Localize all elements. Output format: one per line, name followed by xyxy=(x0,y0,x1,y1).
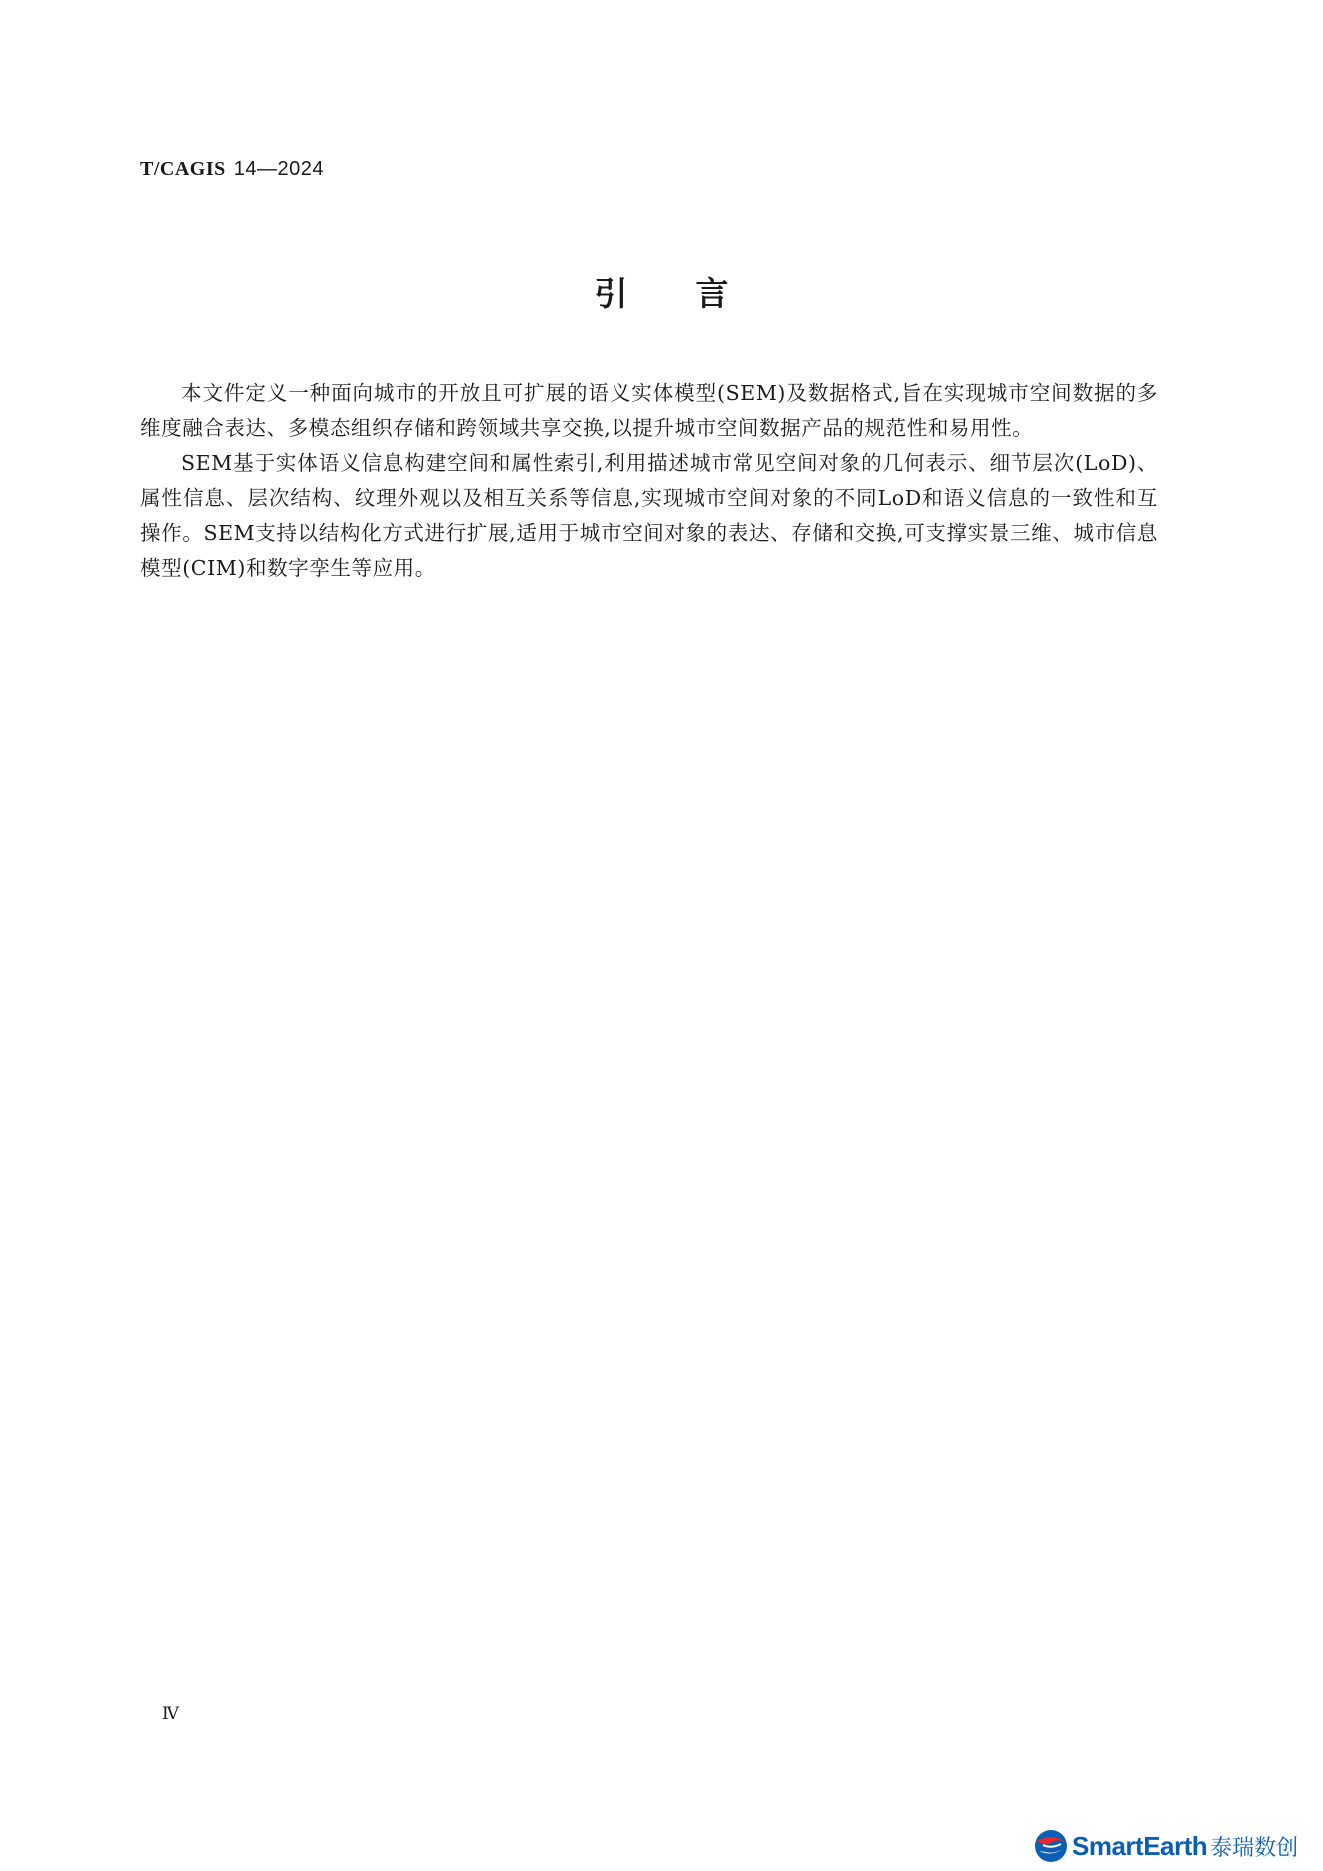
smartearth-logo xyxy=(1032,1825,1317,1867)
logo-chinese-name: 泰瑞数创 xyxy=(1210,1835,1299,1861)
document-code-prefix: T/CAGIS xyxy=(140,158,226,180)
globe-logo-icon xyxy=(1032,1827,1070,1865)
body-text xyxy=(140,376,1158,586)
section-title: 引言 xyxy=(594,274,797,313)
document-code-number: 14—2024 xyxy=(233,158,324,180)
page-number: Ⅳ xyxy=(162,1704,179,1723)
paragraph-1: 本文件定义一种面向城市的开放且可扩展的语义实体模型(SEM)及数据格式,旨在实现城市空间数据的多维度融合表达、多模态组织存储和跨领域共享交换,以提升城市空间数据产品的规范性和易用性。 xyxy=(140,381,1158,440)
paragraph-2: SEM基于实体语义信息构建空间和属性索引,利用描述城市常见空间对象的几何表示、细节层次(LoD)、属性信息、层次结构、纹理外观以及相互关系等信息,实现城市空间对象的不同LoD和语义信息的一致性和互操作。SEM支持以结构化方式进行扩展,适用于城市空间对象的表达、存储和交换,可支撑实景三维、城市信息模型(CIM)和数字孪生等应用。 xyxy=(140,451,1158,580)
logo-wordmark: SmartEarth xyxy=(1072,1830,1208,1861)
document-code xyxy=(140,156,324,181)
